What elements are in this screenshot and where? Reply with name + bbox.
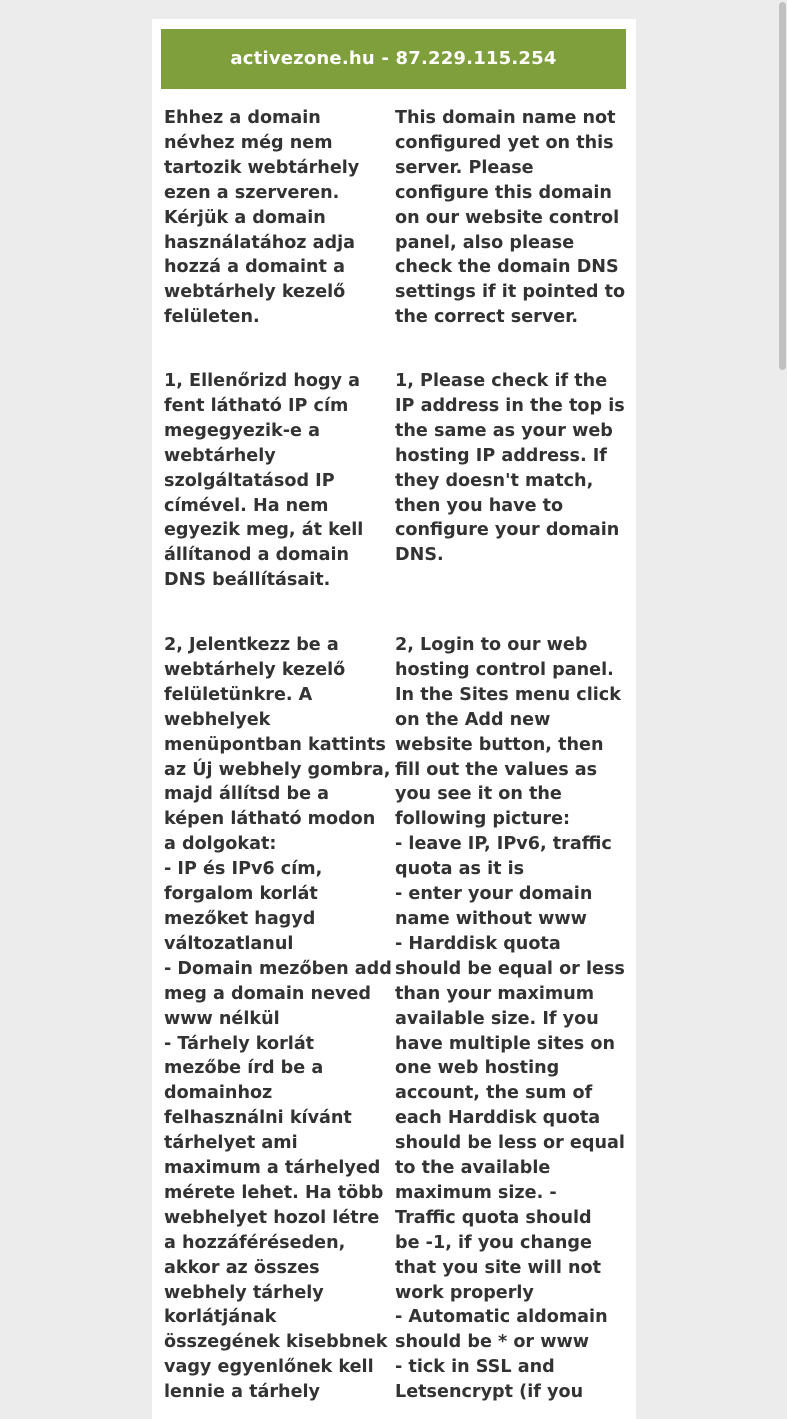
hungarian-text: 2, Jelentkezz be a webtárhely kezelő felületünkre. A webhelyek menüpontban kattints az Új webhely gombra, majd állítsd be a képen látható modon a dolgokat: - IP és IPv6 cím, forgalom korlát mezőket hagyd változatlanul - Domain mezőben add meg a domain neved www nélkül - Tárhely korlát mezőbe írd be a domainhoz felhasználni kívánt tárhelyet ami maximum a tárhelyed mérete lehet. Ha több webhelyet hozol létre a hozzáféréseden, akkor az összes webhely tárhely korlátjának összegének kisebbnek vagy egyenlőnek kell lennie a tárhely <box>164 635 392 1403</box>
content-panel <box>152 19 636 1419</box>
english-text: This domain name not configured yet on this server. Please configure this domain on our website control panel, also please check the domain DNS settings if it pointed to the correct server. <box>395 108 626 328</box>
hungarian-text: Ehhez a domain névhez még nem tartozik webtárhely ezen a szerveren. Kérjük a domain használatához adja hozzá a domaint a webtárhely kezelő felületen. <box>164 108 360 328</box>
english-text: 2, Login to our web hosting control panel. In the Sites menu click on the Add new website button, then fill out the values as you see it on the following picture: - leave IP, IPv6, traffic quota as it is - enter your domain name without www - Harddisk quota should be equal or less than your maximum available size. If you have multiple sites on one web hosting account, the sum of each Harddisk quota should be less or equal to the available maximum size. - Traffic quota should be -1, if you change that you site will not work properly - Automatic aldomain should be * or www - tick in SSL and Letsencrypt (if you <box>395 635 625 1403</box>
page-title: activezone.hu - 87.229.115.254 <box>161 29 626 89</box>
english-text: 1, Please check if the IP address in the top is the same as your web hosting IP address. If they doesn't match, then you have to configure your domain DNS. <box>395 371 625 566</box>
scrollbar-thumb[interactable] <box>779 2 786 370</box>
vertical-scrollbar[interactable] <box>777 0 787 1399</box>
hungarian-text: 1, Ellenőrizd hogy a fent látható IP cím megegyezik-e a webtárhely szolgáltatásod IP címével. Ha nem egyezik meg, át kell állítanod a domain DNS beállításait. <box>164 371 364 591</box>
